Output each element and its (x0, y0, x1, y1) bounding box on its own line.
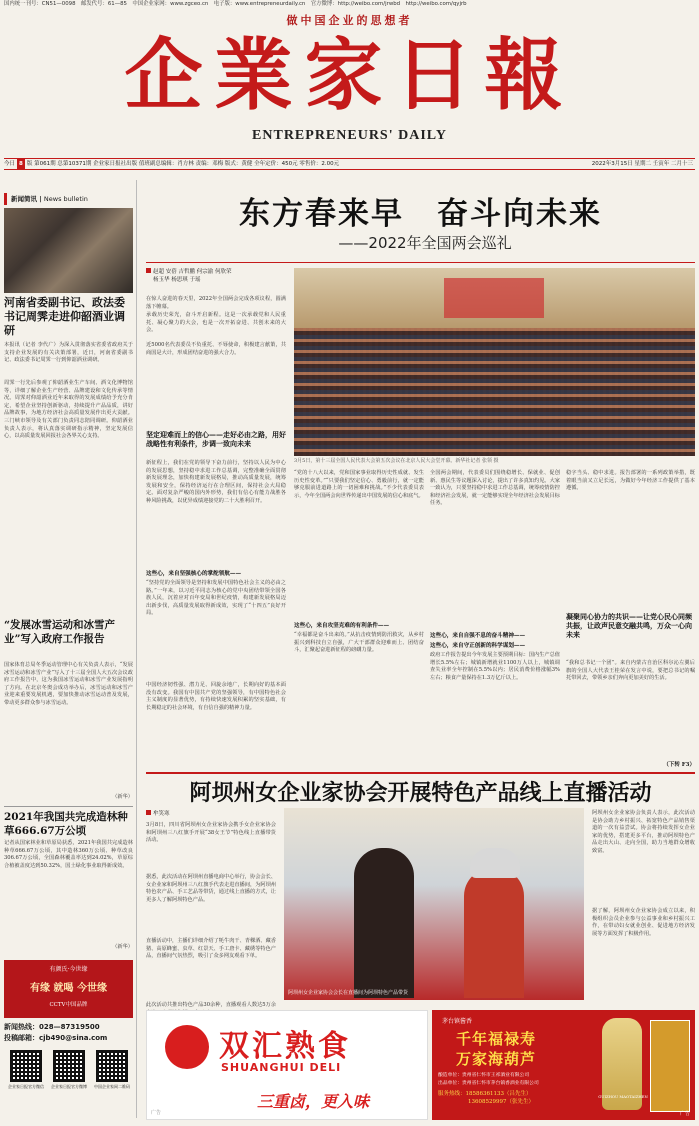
story3-source: （新华） (112, 944, 133, 950)
main-photo-caption: 3月5日，第十三届全国人民代表大会第五次会议在北京人民大会堂开幕。新华社记者 张领 摄 (294, 458, 499, 464)
haihulu-phone1: 服务热线：18586361133（吕先生） (438, 1091, 532, 1097)
story3-headline[interactable]: 2021年我国共完成造林种草666.67万公顷 (4, 811, 128, 837)
byline-marker-icon (146, 268, 151, 273)
npc-session-photo (294, 268, 695, 456)
bottle-label: GUIZHOU MAOTAIZHEN (598, 1094, 648, 1099)
jinshiyuan-sub: CCTV中国品牌 (49, 1002, 88, 1008)
second-headline[interactable]: 阿坝州女企业家协会开展特色产品线上直播活动 (189, 780, 652, 806)
main-para2: 承载历史荣光，奋斗开启新程。这是一次承载党和人民重托、凝心聚力的大会，也是一次开拓奋进、共创未来的大会。 (146, 312, 286, 334)
section5-body: 政府工作报告提出今年发展主要预期目标：国内生产总值增长5.5%左右；城镇新增就业1100万人以上，城镇调查失业率全年控制在5.5%以内；居民消费价格涨幅3%左右；粮食产量保持在1.3万亿斤以上。 (430, 652, 560, 681)
masthead-title: 企業家日報 (124, 30, 575, 121)
haihulu-slogan1: 千年福禄寿 (456, 1030, 537, 1048)
email: 投稿邮箱：cjb490@sina.com (4, 1034, 108, 1042)
haihulu-dist: 出品单位：贵州省仁怀市茅台镇香酒业有限公司 (438, 1081, 539, 1086)
jinshiyuan-brand: 有颜氏·今世缘 (49, 966, 88, 973)
second-byline-name: 牟笑寒 (153, 811, 170, 817)
qr-codes (8, 1050, 130, 1110)
section4-body: “幸福都是奋斗出来的。”从抗击疫情到防汛救灾，从乡村振兴到科技自立自强，广大干部群众迎难而上、团结奋斗，汇聚起奋进新征程的磅礴力量。 (294, 632, 424, 654)
qr-label: 中国企业家网二维码 (94, 1084, 130, 1089)
main-headline[interactable]: 东方春来早 奋斗向未来 (239, 196, 602, 232)
issue-date: 2022年3月15日 星期二 壬寅年 二月十三 (591, 161, 693, 167)
issue-bar (4, 158, 695, 170)
ad-tag: 广告 (151, 1110, 162, 1116)
story2-source: （新华） (112, 794, 133, 800)
section6-heading: 凝聚同心协力的共识——让党心民心同频共振，让政声民意交融共鸣，万众一心向未来 (566, 612, 692, 639)
haihulu-ad[interactable] (432, 1010, 695, 1120)
section5-heading: 这些心，来自守正创新的科学谋划—— (430, 643, 526, 649)
qr-label: 企业家日报官方微博 (51, 1084, 87, 1089)
second-col2b: 此次活动共推出特色产品30余种，直播观看人数达5万余 (146, 1002, 276, 1008)
masthead-english: ENTREPRENEURS' DAILY (252, 128, 447, 143)
issue-page-count: 8 (19, 161, 23, 167)
ad-tag: 广告 (680, 1111, 691, 1117)
continued-marker[interactable]: （下转 F3） (663, 762, 695, 768)
section3-heading: 这些心，来自攻坚克难的有利条件—— (294, 623, 390, 629)
story2-headline[interactable]: “发展冰雪运动和冰雪产业”写入政府工作报告 (4, 619, 116, 645)
section1-body: 新征程上，我们在党的领导下奋力前行，坚持以人民为中心的发展思想，坚持稳中求进工作总基调，完整准确全面贯彻新发展理念，加快构建新发展格局，推动高质量发展，统筹发展和安全，保持经济运行在合理区间，保持社会大局稳定。面对复杂严峻的国内外形势，我们有信心有能力战胜各种风险挑战，以优异成绩迎接党的二十大胜利召开。 (146, 460, 286, 504)
story1-lead: 本报讯（记者 李代广）为深入贯彻落实省委省政府关于支持企业发展的有关决策部署，近日，河南省委副书记、政法委书记周霁一行到仰韶酒业调研。 (4, 342, 133, 364)
haihulu-phone2: 13608529997（张先生） (468, 1099, 534, 1105)
left-divider (4, 806, 133, 807)
gift-box-icon (650, 1020, 690, 1112)
second-rule (146, 772, 695, 774)
shuanghui-cn: 双汇熟食 (219, 1029, 351, 1064)
shuanghui-en: SHUANGHUI DELI (221, 1061, 342, 1074)
story1-body: 周霁一行先后参观了仰韶酒业生产车间、酒文化博物馆等，详细了解企业生产经营、品牌建设和文化传承等情况。周霁对仰韶酒业近年来取得的发展成绩给予充分肯定，希望企业坚持创新驱动，持续提升产品品质，讲好品牌故事，为地方经济社会高质量发展作出更大贡献。三门峡市领导及有关部门负责同志陪同调研。仰韶酒业负责人表示，将认真落实调研指示精神，坚定发展信心，以高质量发展回报社会各界关心支持。 (4, 380, 133, 440)
main-subheadline: ——2022年全国两会巡礼 (338, 234, 512, 252)
weibo-qr-icon[interactable] (53, 1050, 85, 1082)
news-label-en: News bulletin (43, 195, 88, 203)
section6-body: “我和总书记一个团”。来自内蒙古自治区科尔沁左翼后旗的全国人大代表王桂荣在发言中说，要把总书记的嘱托带回去，带领乡亲们奔向更加美好的生活。 (566, 660, 695, 682)
second-col4: 阿坝州女企业家协会负责人表示，此次活动是协会助力乡村振兴、拓宽特色产品销售渠道的一次有益尝试。协会将持续发挥女企业家的优势，搭建更多平台，推动阿坝特色产品走出大山、走向全国，助力当地群众增收致富。 (592, 810, 695, 854)
main-para1: 在惊人奋进的春天里，2022年全国两会完成各项议程，圆满落下帷幕。 (146, 296, 286, 310)
story1-headline[interactable]: 河南省委副书记、政法委书记周霁走进仰韶酒业调研 (4, 296, 125, 337)
second-byline (146, 810, 276, 818)
main-col3: 全国两会期间，代表委员们围绕稳增长、保就业、促创新、惠民生等议题深入讨论，提出了许多真知灼见。大家一致认为，只要坚持稳中求进工作总基调，统筹疫情防控和经济社会发展，就一定能够实现全年经济社会发展目标任务。 (430, 470, 560, 507)
hotline: 新闻热线：028—87319500 (4, 1023, 100, 1031)
section2-heading: 这些心，来自坚强核心的掌舵领航—— (146, 571, 242, 577)
masthead-slogan: 做中国企业的思想者 (286, 14, 413, 27)
issue-info: 版 第061期 总第10371期 企业家日报社出版 值班副总编辑：肖方林 责编：邓梅 版式：黄健 全年定价：450元 零售价：2.00元 (26, 161, 340, 167)
livestream-photo (284, 808, 584, 1000)
shuanghui-slogan: 三重卤，更入味 (257, 1092, 370, 1111)
byline-line2: 杨玉华 杨思琪 于瑶 (153, 277, 201, 283)
main-col4: 稳字当头、稳中求进。报告部署的一系列政策举措，既着眼当前又立足长远，为做好今年经济工作提供了基本遵循。 (566, 470, 695, 492)
second-col1b: 据悉，此次活动在阿坝州直播电商中心举行，协会会长、女企业家和阿坝州三八红旗手代表走进直播间，为阿坝州特色农产品、手工艺品等带货，通过线上直播的方式，让更多人了解阿坝特色产品。 (146, 874, 276, 903)
site-qr-icon[interactable] (96, 1050, 128, 1082)
story2-body: 国家体育总局冬季运动管理中心有关负责人表示，“发展冰雪运动和冰雪产业”写入了十三届全国人大五次会议政府工作报告中，这为我国冰雪运动和冰雪产业发展指明了方向。在北京冬奥会成功举办后，冰雪运动和冰雪产业迎来重要发展机遇，要加快推动冰雪运动普及发展，带动更多群众参与冰雪运动。 (4, 662, 133, 706)
jinshiyuan-slogan: 有缘 就喝 今世缘 (30, 983, 107, 994)
section2-body: “坚持党的全面领导是坚持和发展中国特色社会主义的必由之路。”一年来，以习近平同志为核心的党中央团结带领全国各族人民，沉着应对百年变局和世纪疫情，构建新发展格局迈出新步伐，高质量发展取得新成效，实现了“十四五”良好开局。 (146, 580, 286, 617)
section1-heading: 坚定迎难而上的信心——走好必由之路，用好战略性有利条件，步调一致向未来 (146, 430, 286, 448)
news-bulletin-badge: 新闻简讯 | News bulletin (4, 193, 133, 205)
main-para3: 近5000名代表委员不负重托、不辱使命，积极建言献策，共商国是大计，形成团结奋进的强大合力。 (146, 342, 286, 356)
column-separator (136, 180, 137, 1118)
main-col2: “党的十八大以来，党和国家事业取得历史性成就、发生历史性变革。”“只要我们坚定信心、勇毅前行，就一定能够克服前进道路上的一切困难和挑战。”不少代表委员表示，今年全国两会向世界传递出中国发展的信心和底气。 (294, 470, 424, 499)
jinshiyuan-ad[interactable] (4, 960, 133, 1018)
story1-photo (4, 208, 133, 293)
qr-label: 企业家日报官方微信 (8, 1084, 44, 1089)
shuanghui-ad[interactable] (146, 1010, 428, 1120)
wechat-qr-icon[interactable] (10, 1050, 42, 1082)
news-label: 新闻简讯 (11, 195, 37, 203)
main-rule (146, 262, 695, 263)
story3-body: 记者从国家林业和草原局获悉，2021年我国共完成造林种草666.67万公顷，其中造林360万公顷、种草改良306.67万公顷，全国森林覆盖率达到24.02%，草原综合植被盖度达到50.32%，国土绿化事业取得新成效。 (4, 840, 133, 869)
haihulu-slogan2: 万家海葫芦 (456, 1050, 537, 1068)
haihulu-maker: 酿造单位：贵州省仁怀市王祁酒业有限公司 (438, 1073, 530, 1078)
top-info-strip: 国内统一刊号：CN51—0098 邮发代号：61—85 中国企业家网：www.zgceo.cn 电子版：www.entrepreneurdaily.cn 官方微博：http://weibo.com/jrwbd http://weibo.com/qyjrb (4, 1, 467, 7)
issue-today-label: 今日 (4, 161, 16, 167)
livestream-photo-caption: 阿坝州女企业家协会会长在直播间为阿坝特色产品带货 (288, 990, 409, 996)
second-col4b: 据了解，阿坝州女企业家协会成立以来，积极组织会员企业参与公益事业和乡村振兴工作，在带动妇女就业创业、促进地方经济发展等方面发挥了积极作用。 (592, 908, 695, 937)
main-byline (146, 268, 286, 284)
section4-heading: 这些心，来自自强不息的奋斗精神—— (430, 633, 526, 639)
byline-line1: 赵超 安蓓 吉哲鹏 何宗渝 何欣荣 (153, 269, 232, 275)
second-col1: 3月8日，四川省阿坝州女企业家协会携手女企业家协会和阿坝州三八红旗手开展“38女王节”特色线上直播带货活动。 (146, 822, 276, 844)
byline-marker-icon (146, 810, 151, 815)
shuanghui-logo-icon (165, 1025, 209, 1069)
second-col2: 直播活动中，主播们详细介绍了牦牛肉干、青稞酒、藏香猪、高原蜂蜜、虫草、红景天、手工唐卡、藏绣等特色产品，直播间气氛热烈，吸引了众多网友观看下单。 (146, 938, 276, 960)
haihulu-brand: 茅台镇酱香 (442, 1018, 473, 1025)
main-col1-tail: 中国经济韧性强、潜力足、回旋余地广，长期向好的基本面没有改变。我国有中国共产党的坚强领导，有中国特色社会主义制度的显著优势，有持续快速发展积累的坚实基础，有长期稳定的社会环境，有自信自强的精神力量。 (146, 682, 286, 711)
